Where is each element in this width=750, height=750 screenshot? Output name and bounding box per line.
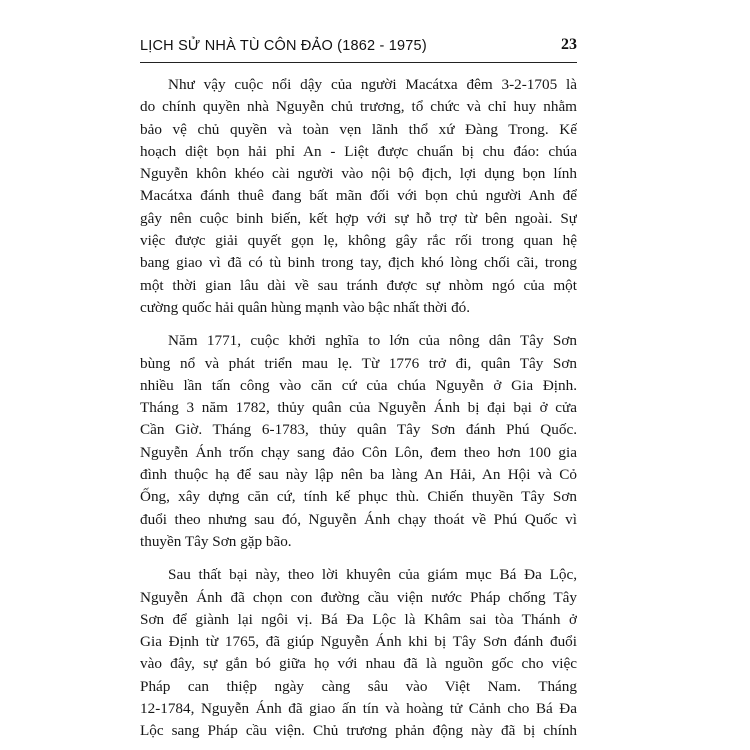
text-line: hoạch diệt bọn hải phỉ An - Liệt được chuẩn bị chu đáo: chúa (140, 142, 577, 160)
text-line: cường quốc hải quân hùng mạnh vào bậc nhất thời đó. (140, 298, 471, 316)
text-line: Như vậy cuộc nổi dậy của người Macátxa đêm 3-2-1705 là (168, 76, 577, 93)
text-line: bang giao vì đã có tù binh trong tay, địch khó lòng chối cãi, trong (140, 254, 577, 272)
paragraph-2 (140, 330, 577, 553)
text-line: Nguyễn Ánh đã chọn con đường cầu viện nước Pháp chống Tây (140, 588, 577, 606)
text-line: đuổi theo nhưng sau đó, Nguyễn Ánh chạy thoát về Phú Quốc vì (140, 510, 577, 528)
text-line: một thời gian lâu dài về sau tránh được sự nhòm ngó của một (140, 276, 577, 294)
text-line: bảo vệ chủ quyền và toàn vẹn lãnh thổ xứ Đàng Trong. Kế (140, 120, 577, 138)
header-rule (140, 62, 577, 63)
text-line: việc được giải quyết gọn lẹ, không gây rắc rối trong quan hệ (140, 232, 577, 250)
text-line: Gia Định từ 1765, đã giúp Nguyễn Ánh khi bị Tây Sơn đánh đuổi (140, 633, 577, 651)
text-line: đình thuộc hạ để sau này lập nên ba làng An Hải, An Hội và Cỏ (140, 466, 577, 484)
text-line: Pháp can thiệp ngày càng sâu vào Việt Nam. Tháng (140, 677, 577, 695)
text-line: thuyền Tây Sơn gặp bão. (140, 532, 292, 550)
text-line: 12-1784, Nguyễn Ánh đã giao ấn tín và hoàng tử Cảnh cho Bá Đa (140, 700, 577, 718)
text-line: Tháng 3 năm 1782, thủy quân của Nguyễn Ánh bị đại bại ở cửa (140, 399, 577, 417)
running-title: LỊCH SỬ NHÀ TÙ CÔN ĐẢO (1862 - 1975) (140, 38, 427, 54)
page-header (140, 36, 577, 62)
text-line: Nguyễn Ánh trốn chạy sang đảo Côn Lôn, đem theo hơn 100 gia (140, 443, 577, 461)
text-line: Cần Giờ. Tháng 6-1783, thủy quân Tây Sơn đánh Phú Quốc. (140, 421, 577, 439)
text-line: Nguyễn khôn khéo cài người vào nội bộ địch, lợi dụng bọn lính (140, 165, 577, 183)
text-line: Sau thất bại này, theo lời khuyên của giám mục Bá Đa Lộc, (168, 566, 577, 584)
text-line: Sơn để giành lại ngôi vị. Bá Đa Lộc là Khâm sai tòa Thánh ở (140, 610, 577, 628)
text-line: bùng nổ và phát triển mau lẹ. Từ 1776 trở đi, quân Tây Sơn (140, 354, 577, 372)
text-line: do chính quyền nhà Nguyễn chủ trương, tổ chức và chỉ huy nhằm (140, 98, 577, 116)
paragraph-3 (140, 564, 577, 742)
text-line: Năm 1771, cuộc khởi nghĩa to lớn của nông dân Tây Sơn (168, 332, 577, 350)
text-line: nhiều lần tấn công vào căn cứ của chúa Nguyễn ở Gia Định. (140, 376, 577, 394)
text-line: Macátxa đánh thuê đang bất mãn đối với bọn chủ người Anh để (140, 187, 577, 205)
page-number: 23 (561, 36, 577, 53)
paragraph-1 (140, 74, 577, 319)
text-line: vào đây, sự gắn bó giữa họ với nhau đã là nguồn gốc cho việc (140, 655, 577, 673)
text-line: Lộc sang Pháp cầu viện. Chủ trương phản động này đã bị chính (140, 722, 577, 740)
text-line: gây nên cuộc binh biến, kết hợp với sự hỗ trợ từ bên ngoài. Sự (140, 209, 577, 227)
text-line: Ống, xây dựng căn cứ, tính kế phục thù. Chiến thuyền Tây Sơn (140, 488, 577, 506)
body-text (140, 74, 577, 743)
